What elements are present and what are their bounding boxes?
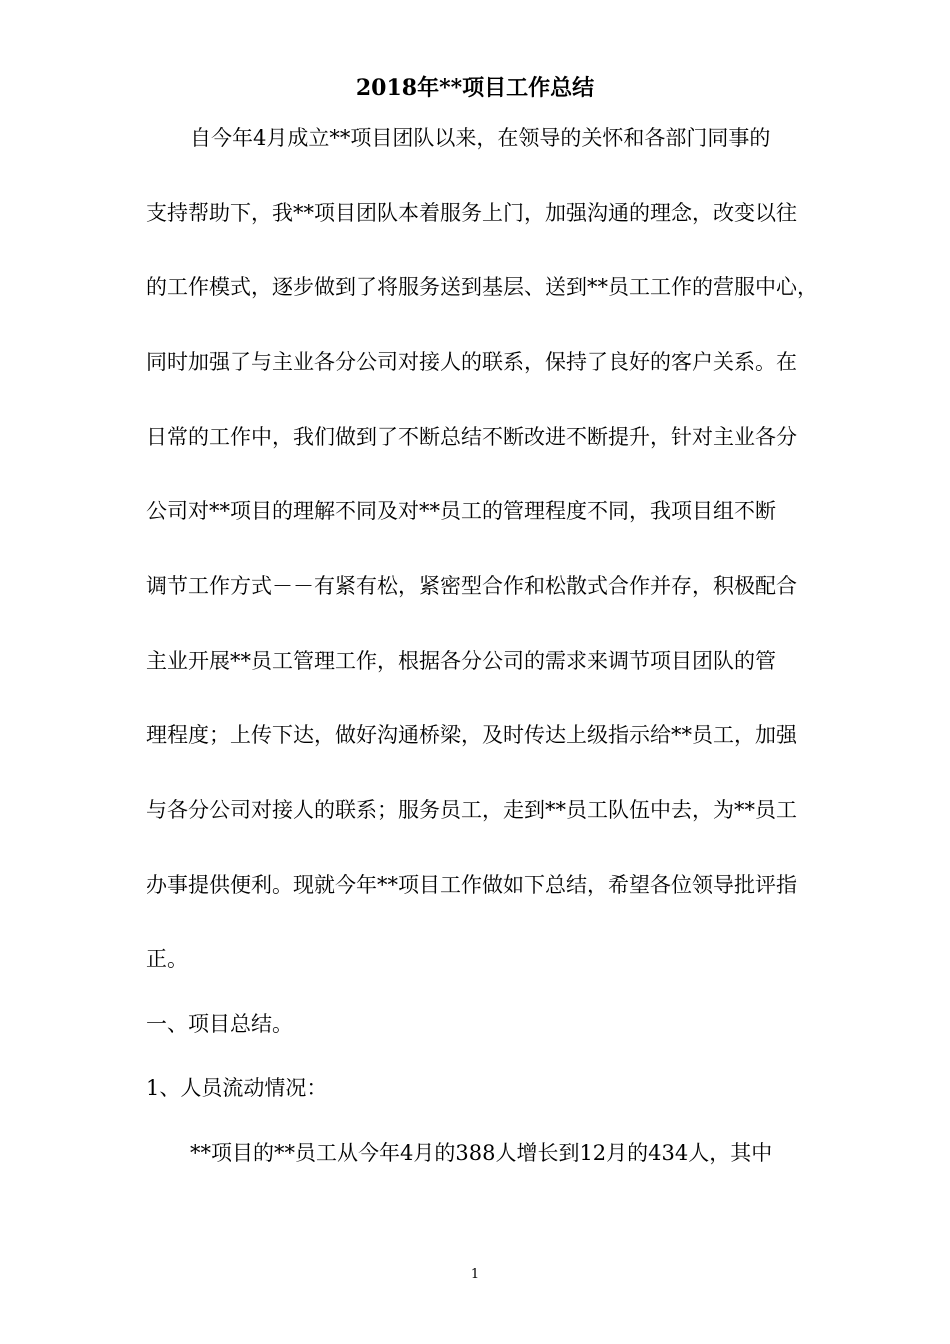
paragraph-line: **项目的**员工从今年4月的388人增长到12月的434人，其中: [190, 1141, 773, 1165]
paragraph-line: 主业开展**员工管理工作，根据各分公司的需求来调节项目团队的管: [146, 649, 776, 673]
paragraph-line: 的工作模式，逐步做到了将服务送到基层、送到**员工工作的营服中心，: [146, 275, 818, 299]
page-number: 1: [470, 1267, 480, 1282]
paragraph-line: 同时加强了与主业各分公司对接人的联系，保持了良好的客户关系。在: [146, 350, 797, 374]
paragraph-line: 调节工作方式－－有紧有松，紧密型合作和松散式合作并存，积极配合: [146, 574, 797, 598]
paragraph-line: 支持帮助下，我**项目团队本着服务上门，加强沟通的理念，改变以往: [146, 201, 797, 225]
paragraph-line: 办事提供便利。现就今年**项目工作做如下总结，希望各位领导批评指: [146, 873, 797, 897]
document-title: 2018年**项目工作总结: [355, 75, 595, 101]
paragraph-line: 正。: [146, 947, 188, 971]
paragraph-line: 与各分公司对接人的联系；服务员工，走到**员工队伍中去，为**员工: [146, 798, 797, 822]
paragraph-line: 日常的工作中，我们做到了不断总结不断改进不断提升，针对主业各分: [146, 425, 797, 449]
paragraph-line: 公司对**项目的理解不同及对**员工的管理程度不同，我项目组不断: [146, 499, 776, 523]
subsection-heading: 1、人员流动情况：: [146, 1076, 328, 1100]
paragraph-line: 理程度；上传下达，做好沟通桥梁，及时传达上级指示给**员工，加强: [146, 723, 797, 747]
section-heading: 一、项目总结。: [146, 1012, 293, 1036]
paragraph-line: 自今年4月成立**项目团队以来，在领导的关怀和各部门同事的: [190, 126, 771, 150]
